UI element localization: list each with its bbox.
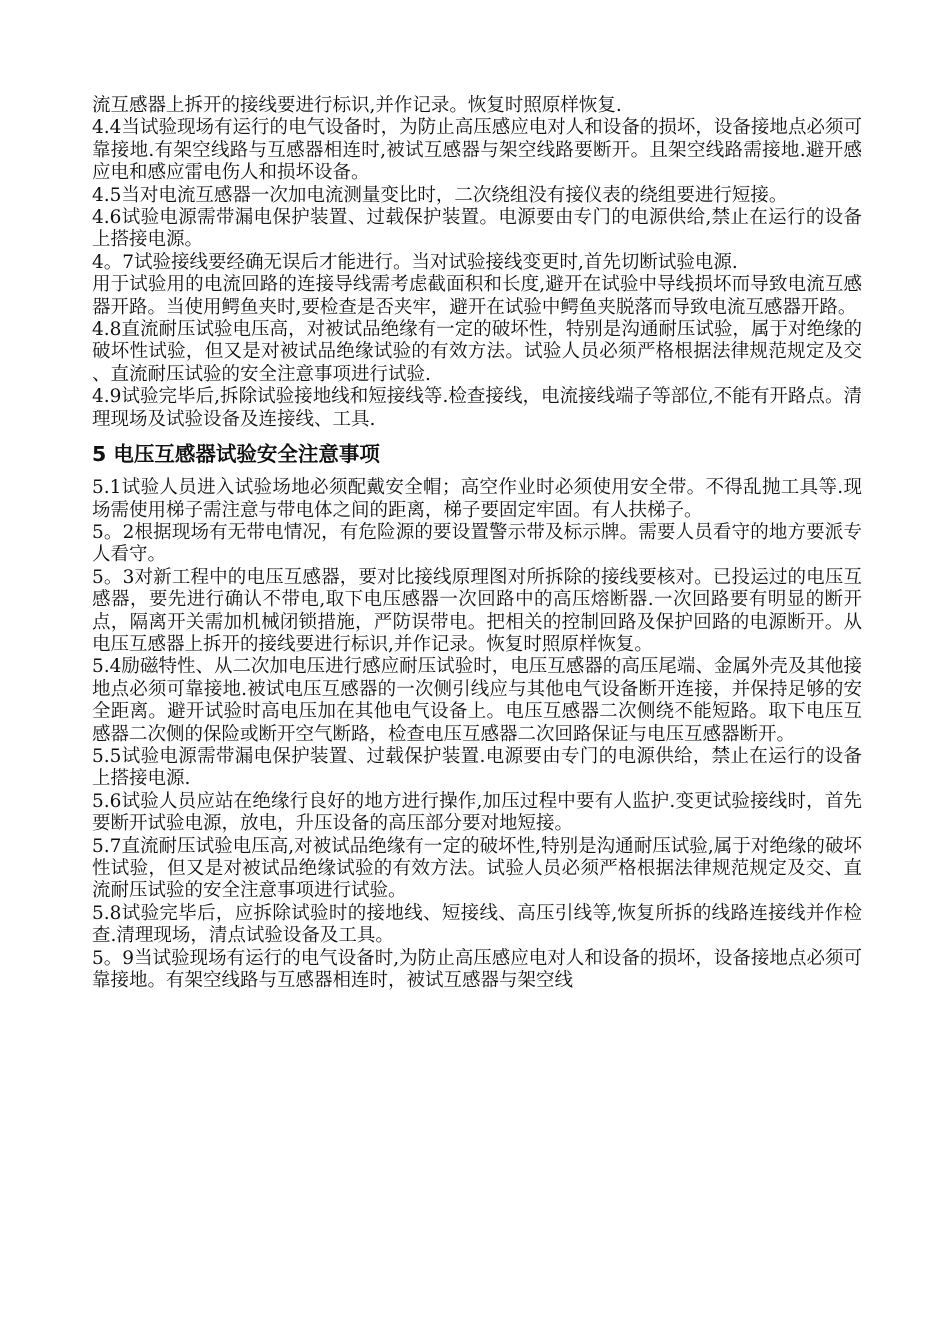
paragraph-4-9: 4.9试验完毕后,拆除试验接地线和短接线等.检查接线，电流接线端子等部位,不能有开路点。清理现场及试验设备及连接线、工具.	[92, 386, 862, 430]
paragraph-5-5: 5.5试验电源需带漏电保护装置、过载保护装置.电源要由专门的电源供给，禁止在运行的设备上搭接电源.	[92, 745, 862, 790]
paragraph-5-4: 5.4励磁特性、从二次加电压进行感应耐压试验时，电压互感器的高压尾端、金属外壳及其他接地点必须可靠接地.被试电压互感器的一次侧引线应与其他电气设备断开连接，并保持足够的安全距离。避开试验时高电压加在其他电气设备上。电压互感器二次侧绕不能短路。取下电压互感器二次侧的保险或断开空气断路，检查电压互感器二次回路保证与电压互感器断开。	[92, 656, 862, 745]
document-body	[92, 95, 862, 992]
paragraph-ct-restore: 流互感器上拆开的接线要进行标识,并作记录。恢复时照原样恢复.	[92, 95, 622, 116]
paragraph-5-2: 5。2根据现场有无带电情况，有危险源的要设置警示带及标示牌。需要人员看守的地方要派专人看守。	[92, 521, 862, 566]
paragraph-5-1: 5.1试验人员进入试验场地必须配戴安全帽；高空作业时必须使用安全带。不得乱抛工具等.现场需使用梯子需注意与带电体之间的距离，梯子要固定牢固。有人扶梯子。	[92, 477, 862, 521]
paragraph-4-6: 4.6试验电源需带漏电保护装置、过载保护装置。电源要由专门的电源供给,禁止在运行的设备上搭接电源。	[92, 207, 862, 251]
paragraph-4-4: 4.4当试验现场有运行的电气设备时，为防止高压感应电对人和设备的损坏，设备接地点必须可靠接地.有架空线路与互感器相连时,被试互感器与架空线路要断开。且架空线路需接地.避开感应电和感应雷电伤人和损坏设备。	[92, 117, 862, 184]
paragraph-4-8: 4.8直流耐压试验电压高，对被试品绝缘有一定的破坏性，特别是沟通耐压试验，属于对绝缘的破坏性试验，但又是对被试品绝缘试验的有效方法。试验人员必须严格根据法律规范规定及交、直流耐压试验的安全注意事项进行试验.	[92, 319, 862, 385]
section-heading-5: 5 电压互感器试验安全注意事项	[92, 442, 380, 467]
paragraph-current-loop: 用于试验用的电流回路的连接导线需考虑截面积和长度,避开在试验中导线损坏而导致电流互感器开路。当使用鳄鱼夹时,要检查是否夹牢，避开在试验中鳄鱼夹脱落而导致电流互感器开路。	[92, 274, 862, 318]
paragraph-4-7: 4。7试验接线要经确无误后才能进行。当对试验接线变更时,首先切断试验电源.	[92, 251, 738, 273]
paragraph-4-5: 4.5当对电流互感器一次加电流测量变比时，二次绕组没有接仪表的绕组要进行短接。	[92, 184, 788, 206]
paragraph-5-3: 5。3对新工程中的电压互感器，要对比接线原理图对所拆除的接线要核对。已投运过的电压互感器，要先进行确认不带电,取下电压感器一次回路中的高压熔断器.一次回路要有明显的断开点，隔离开关需加机械闭锁措施，严防误带电。把相关的控制回路及保护回路的电源断开。从电压互感器上拆开的接线要进行标识,并作记录。恢复时照原样恢复。	[92, 566, 862, 655]
paragraph-5-9: 5。9当试验现场有运行的电气设备时,为防止高压感应电对人和设备的损坏，设备接地点必须可靠接地。有架空线路与互感器相连时，被试互感器与架空线	[92, 947, 862, 992]
paragraph-5-8: 5.8试验完毕后，应拆除试验时的接地线、短接线、高压引线等,恢复所拆的线路连接线并作检查.清理现场，清点试验设备及工具。	[92, 902, 862, 947]
paragraph-5-7: 5.7直流耐压试验电压高,对被试品绝缘有一定的破坏性,特别是沟通耐压试验,属于对绝缘的破坏性试验，但又是对被试品绝缘试验的有效方法。试验人员必须严格根据法律规范规定及交、直流耐压试验的安全注意事项进行试验。	[92, 835, 862, 902]
paragraph-5-6: 5.6试验人员应站在绝缘行良好的地方进行操作,加压过程中要有人监护.变更试验接线时，首先要断开试验电源，放电，升压设备的高压部分要对地短接。	[92, 790, 862, 835]
